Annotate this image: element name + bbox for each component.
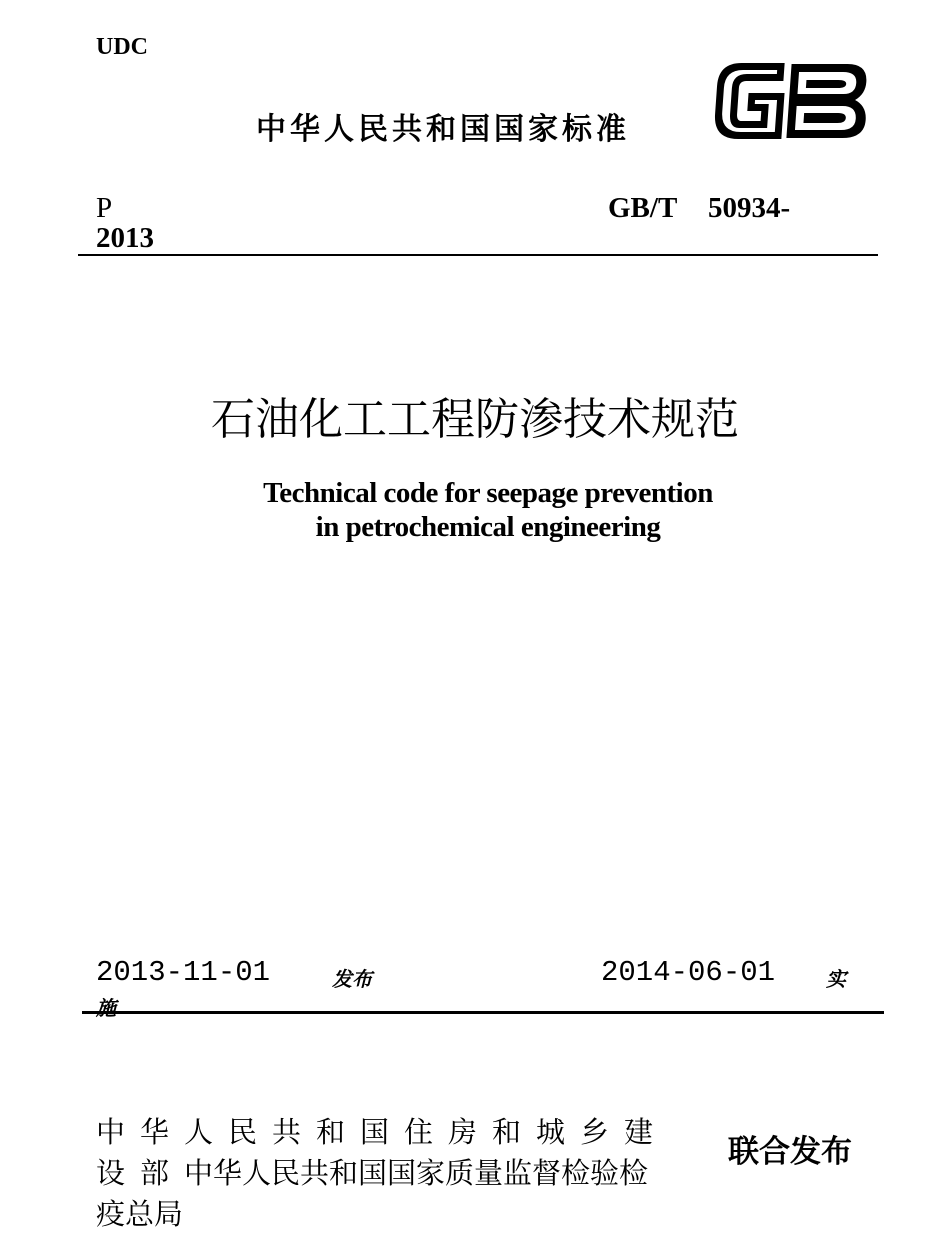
classification-code: P	[96, 192, 113, 224]
title-chinese: 石油化工工程防渗技术规范	[211, 394, 739, 445]
issuing-authorities	[96, 1112, 694, 1235]
title-english	[0, 476, 950, 544]
title-english-line2: in petrochemical engineering	[315, 511, 661, 543]
header-divider	[78, 254, 878, 256]
udc-label: UDC	[96, 34, 148, 60]
standard-number: GB/T 50934-	[608, 192, 791, 224]
issuer-line-2-a: 设部	[96, 1156, 185, 1190]
issuer-line-3: 疫总局	[96, 1197, 184, 1231]
footer-divider	[82, 1011, 884, 1014]
gb-logo	[712, 58, 872, 144]
implement-label-wrap: 施	[96, 996, 116, 1020]
issue-label: 发布	[332, 967, 372, 991]
issuer-line-1: 中华人民共和国住房和城乡建	[96, 1115, 669, 1149]
standard-year: 2013	[96, 222, 154, 254]
implement-label: 实	[826, 967, 846, 991]
standard-type-heading: 中华人民共和国国家标准	[256, 112, 630, 147]
issuer-line-2	[96, 1153, 694, 1194]
issue-date: 2013-11-01	[96, 956, 271, 989]
issuer-line-2-b: 中华人民共和国国家质量监督检验检	[184, 1156, 649, 1190]
title-english-line1: Technical code for seepage prevention	[263, 477, 713, 509]
joint-issue-label: 联合发布	[728, 1134, 852, 1170]
implement-date: 2014-06-01	[601, 956, 776, 989]
